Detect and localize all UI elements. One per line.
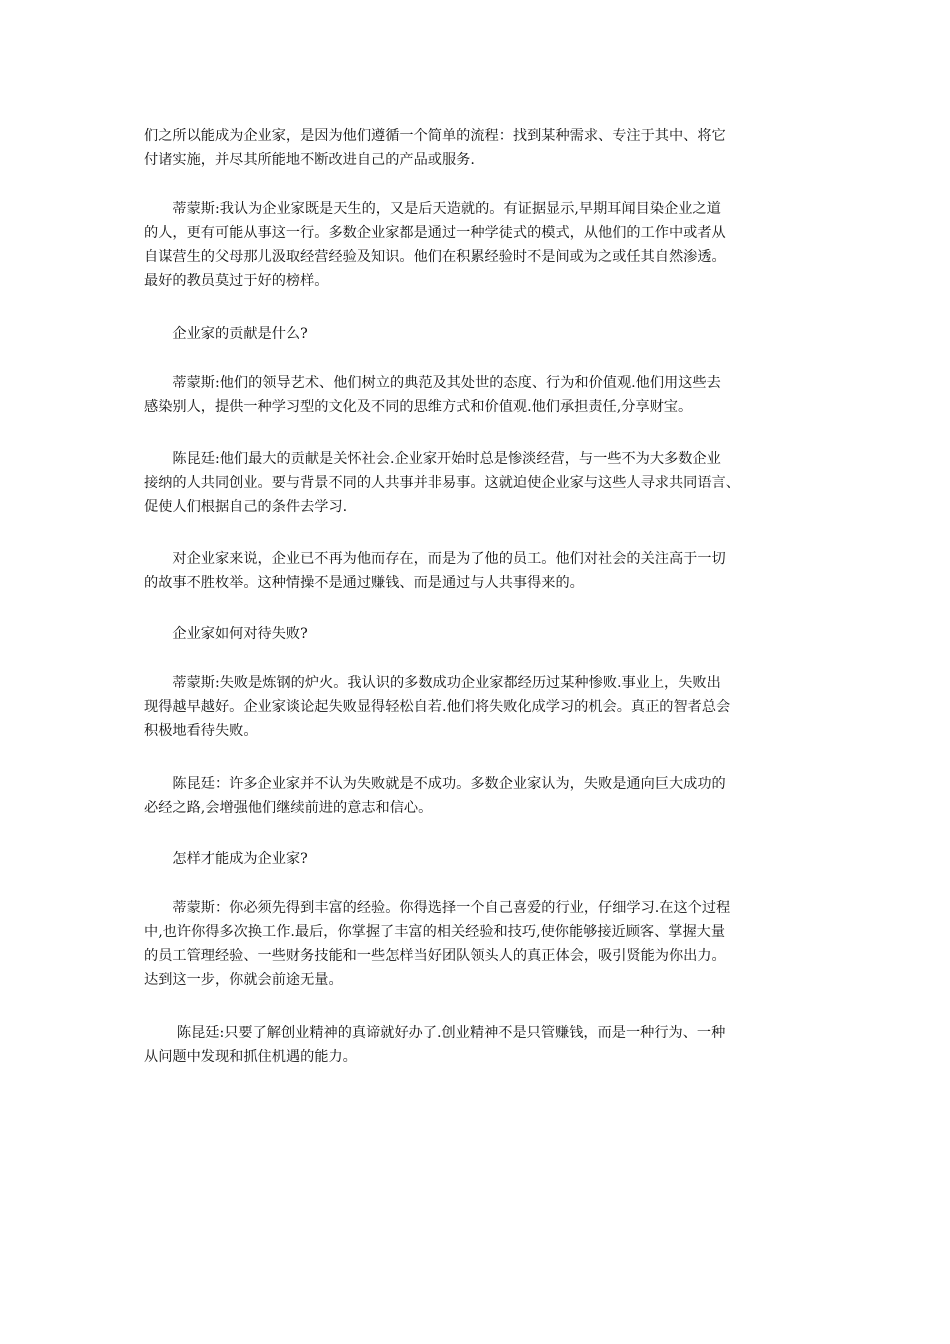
text-line: 接纳的人共同创业。要与背景不同的人共事并非易事。这就迫使企业家与这些人寻求共同语言、 <box>144 475 740 491</box>
paragraph-chen-answer-3 <box>144 1021 814 1069</box>
question-how-to-become <box>144 847 814 871</box>
paragraph-chen-answer-1-cont <box>144 547 814 595</box>
text-line: 企业家的贡献是什么? <box>144 326 308 342</box>
text-line: 陈昆廷:只要了解创业精神的真谛就好办了.创业精神不是只管赚钱，而是一种行为、一种 <box>144 1025 726 1041</box>
text-line: 企业家如何对待失败? <box>144 626 308 642</box>
text-line: 从问题中发现和抓住机遇的能力。 <box>144 1049 357 1065</box>
text-line: 陈昆廷：许多企业家并不认为失败就是不成功。多数企业家认为，失败是通向巨大成功的 <box>144 776 726 792</box>
paragraph-timmons-answer-2 <box>144 371 814 419</box>
text-line: 蒂蒙斯:他们的领导艺术、他们树立的典范及其处世的态度、行为和价值观.他们用这些去 <box>144 375 721 391</box>
paragraph-chen-answer-2 <box>144 772 814 820</box>
text-line: 感染别人，提供一种学习型的文化及不同的思维方式和价值观.他们承担责任,分享财宝。 <box>144 399 693 415</box>
text-line: 们之所以能成为企业家，是因为他们遵循一个简单的流程：找到某种需求、专注于其中、将它 <box>144 128 726 144</box>
text-line: 促使人们根据自己的条件去学习. <box>144 499 348 515</box>
text-line: 怎样才能成为企业家? <box>144 851 308 867</box>
text-line: 陈昆廷:他们最大的贡献是关怀社会.企业家开始时总是惨淡经营，与一些不为大多数企业 <box>144 451 721 467</box>
text-line: 自谋营生的父母那儿汲取经营经验及知识。他们在积累经验时不是间或为之或任其自然渗透。 <box>144 249 726 265</box>
text-line: 蒂蒙斯：你必须先得到丰富的经验。你得选择一个自己喜爱的行业，仔细学习.在这个过程 <box>144 900 731 916</box>
text-line: 中,也许你得多次换工作.最后，你掌握了丰富的相关经验和技巧,使你能够接近顾客、掌握大量 <box>144 924 726 940</box>
text-line: 的员工管理经验、一些财务技能和一些怎样当好团队领头人的真正体会，吸引贤能为你出力。 <box>144 948 726 964</box>
paragraph-timmons-answer-3 <box>144 671 814 743</box>
question-failure <box>144 622 814 646</box>
paragraph-chen-answer-1 <box>144 447 814 519</box>
text-line: 必经之路,会增强他们继续前进的意志和信心。 <box>144 800 433 816</box>
text-line: 积极地看待失败。 <box>144 723 258 739</box>
paragraph-intro <box>144 124 814 172</box>
text-line: 的故事不胜枚举。这种情操不是通过赚钱、而是通过与人共事得来的。 <box>144 575 584 591</box>
text-line: 蒂蒙斯:失败是炼钢的炉火。我认识的多数成功企业家都经历过某种惨败.事业上，失败出 <box>144 675 721 691</box>
text-line: 的人，更有可能从事这一行。多数企业家都是通过一种学徒式的模式，从他们的工作中或者从 <box>144 225 726 241</box>
paragraph-timmons-answer-1 <box>144 197 814 293</box>
text-line: 蒂蒙斯:我认为企业家既是天生的，又是后天造就的。有证据显示,早期耳闻目染企业之道 <box>144 201 721 217</box>
paragraph-timmons-answer-4 <box>144 896 814 992</box>
text-line: 最好的教员莫过于好的榜样。 <box>144 273 329 289</box>
text-line: 达到这一步，你就会前途无量。 <box>144 972 343 988</box>
text-line: 付诸实施，并尽其所能地不断改进自己的产品或服务. <box>144 152 475 168</box>
text-line: 对企业家来说，企业已不再为他而存在，而是为了他的员工。他们对社会的关注高于一切 <box>144 551 726 567</box>
text-line: 现得越早越好。企业家谈论起失败显得轻松自若.他们将失败化成学习的机会。真正的智者总会 <box>144 699 731 715</box>
question-contribution <box>144 322 814 346</box>
